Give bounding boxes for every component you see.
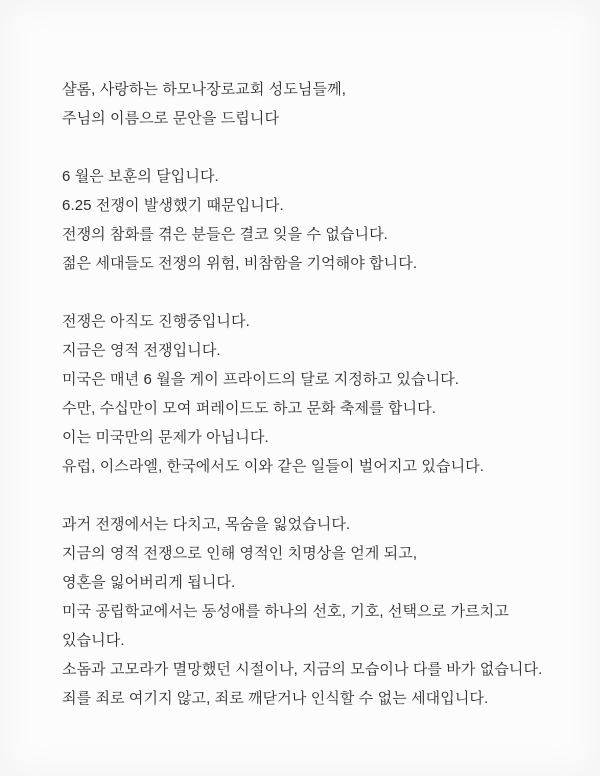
paragraph (62, 162, 555, 278)
text-line: 지금은 영적 전쟁입니다. (62, 342, 221, 359)
document-body (62, 75, 555, 742)
paragraph (62, 510, 555, 713)
text-line: 과거 전쟁에서는 다치고, 목숨을 잃었습니다. (62, 516, 351, 533)
text-line: 미국 공립학교에서는 동성애를 하나의 선호, 기호, 선택으로 가르치고 (62, 603, 509, 620)
text-line: 영혼을 잃어버리게 됩니다. (62, 574, 236, 591)
text-line: 죄를 죄로 여기지 않고, 죄로 깨닫거나 인식할 수 없는 세대입니다. (62, 690, 489, 707)
text-line: 지금의 영적 전쟁으로 인해 영적인 치명상을 얻게 되고, (62, 545, 418, 562)
text-line: 전쟁의 참화를 겪은 분들은 결코 잊을 수 없습니다. (62, 226, 388, 243)
text-line: 샬롬, 사랑하는 하모나장로교회 성도님들께, (62, 81, 346, 98)
text-line: 전쟁은 아직도 진행중입니다. (62, 313, 250, 330)
text-line: 소돔과 고모라가 멸망했던 시절이나, 지금의 모습이나 다를 바가 없습니다. (62, 661, 543, 678)
text-line: 6.25 전쟁이 발생했기 때문입니다. (62, 197, 284, 214)
text-line: 젊은 세대들도 전쟁의 위험, 비참함을 기억해야 합니다. (62, 255, 418, 272)
paragraph (62, 307, 555, 481)
text-line: 미국은 매년 6 월을 게이 프라이드의 달로 지정하고 있습니다. (62, 371, 460, 388)
text-line: 유럽, 이스라엘, 한국에서도 이와 같은 일들이 벌어지고 있습니다. (62, 458, 485, 475)
paragraph (62, 75, 555, 133)
text-line: 수만, 수십만이 모여 퍼레이드도 하고 문화 축제를 합니다. (62, 400, 436, 417)
text-line: 주님의 이름으로 문안을 드립니다 (62, 110, 280, 127)
text-line: 이는 미국만의 문제가 아닙니다. (62, 429, 269, 446)
text-line: 있습니다. (62, 632, 125, 649)
text-line: 6 월은 보훈의 달입니다. (62, 168, 219, 185)
